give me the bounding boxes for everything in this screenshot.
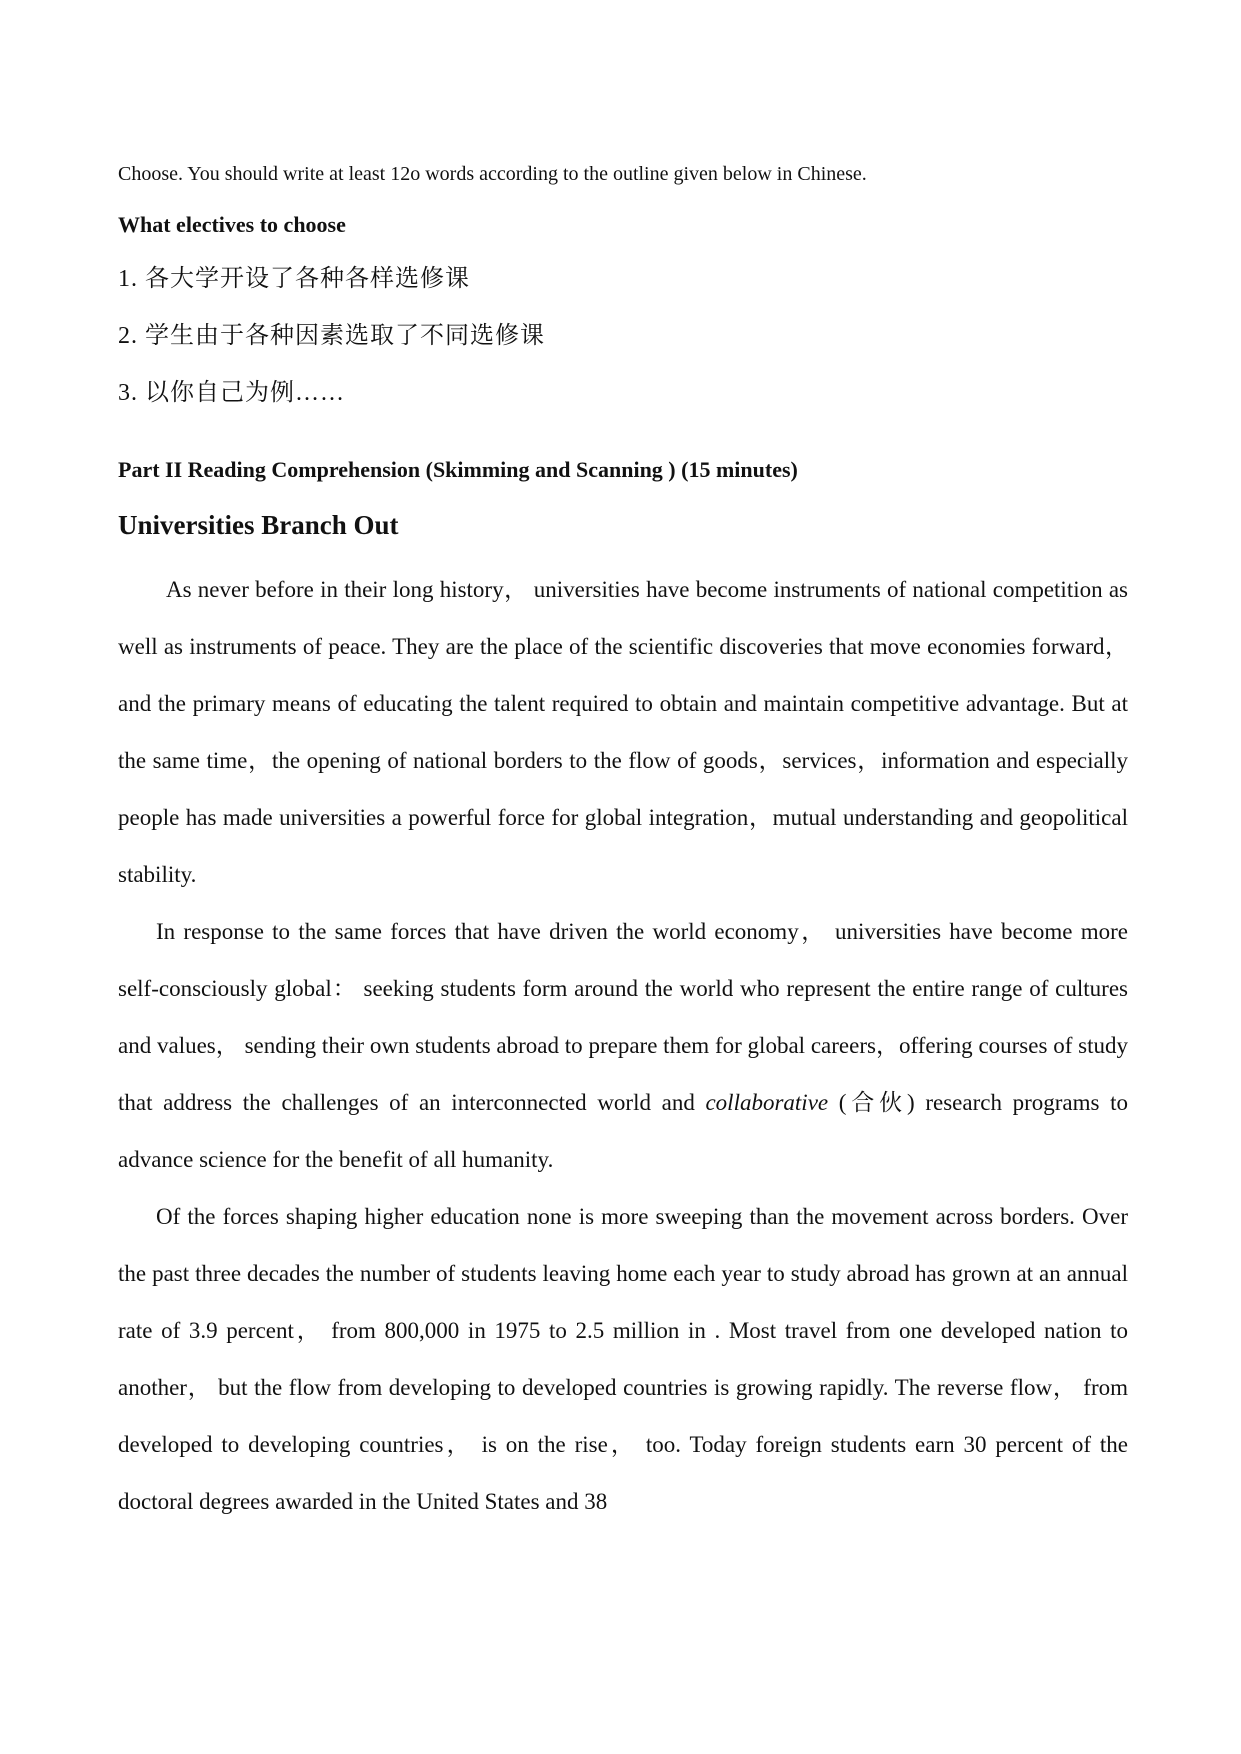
article-title: Universities Branch Out [118,510,399,540]
outline-item-3: 3. 以你自己为例…… [118,380,345,406]
outline-item-1: 1. 各大学开设了各种各样选修课 [118,266,470,292]
document-page [118,160,1128,1530]
outline-item-2: 2. 学生由于各种因素选取了不同选修课 [118,323,545,349]
article-paragraph-2 [118,903,1128,1188]
paragraph-2-text-end: (合伙) research programs to advance science for the benefit of all humanity. [118,1090,1128,1172]
section-heading: Part II Reading Comprehension (Skimming and Scanning ) (15 minutes) [118,457,798,482]
paragraph-2-text-start: In response to the same forces that have driven the world economy， universities have become more self-consciously global： seeking students form around the world who represent the entire range of cultures and values， sending their own students abroad to prepare them for global careers，offering courses of study that address the challenges of an interconnected world and [118,919,1128,1115]
writing-instructions: Choose. You should write at least 12o words according to the outline given below in Chinese. [118,163,867,185]
article-paragraph-1: As never before in their long history， universities have become instruments of national competition as well as instruments of peace. They are the place of the scientific discoveries that move economies forward， and the primary means of educating the talent required to obtain and maintain competitive advantage. But at the same time，the opening of national borders to the flow of goods，services，information and especially people has made universities a powerful force for global integration，mutual understanding and geopolitical stability. [118,577,1128,887]
article-paragraph-3: Of the forces shaping higher education none is more sweeping than the movement across borders. Over the past three decades the number of students leaving home each year to study abroad has grown at an annual rate of 3.9 percent， from 800,000 in 1975 to 2.5 million in . Most travel from one developed nation to another， but the flow from developing to developed countries is growing rapidly. The reverse flow， from developed to developing countries， is on the rise， too. Today foreign students earn 30 percent of the doctoral degrees awarded in the United States and 38 [118,1204,1128,1514]
outline-title: What electives to choose [118,212,346,237]
italic-term: collaborative [705,1090,829,1115]
